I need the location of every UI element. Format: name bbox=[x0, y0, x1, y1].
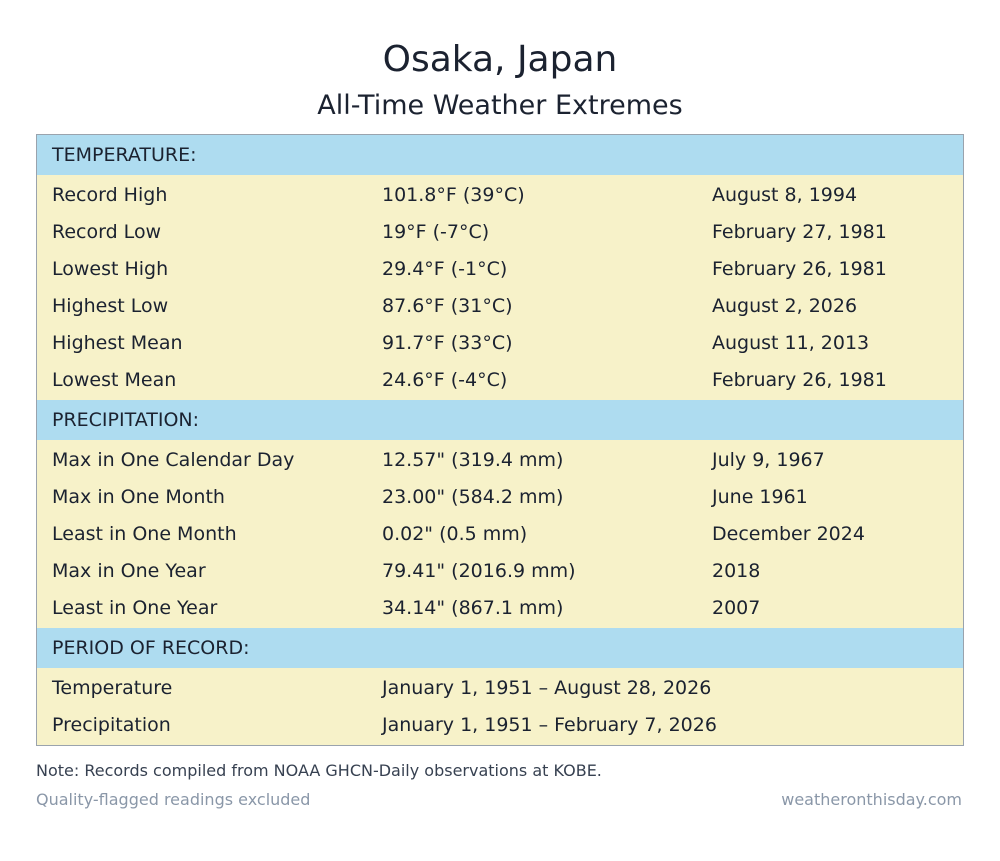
row-label: Lowest Mean bbox=[52, 368, 177, 391]
row-label: Highest Low bbox=[52, 294, 169, 317]
section-temperature bbox=[37, 175, 963, 400]
row-label: Least in One Year bbox=[52, 596, 218, 619]
section-header-temperature: TEMPERATURE: bbox=[37, 135, 963, 175]
row-label: Lowest High bbox=[52, 257, 169, 280]
section-precipitation bbox=[37, 440, 963, 628]
section-period-of-record bbox=[37, 668, 963, 745]
row-value: 101.8°F (39°C) bbox=[382, 183, 525, 206]
row-label: Least in One Month bbox=[52, 522, 237, 545]
row-label: Record High bbox=[52, 183, 168, 206]
table-row bbox=[37, 441, 963, 478]
table-row bbox=[37, 213, 963, 250]
page-title: Osaka, Japan bbox=[382, 39, 618, 80]
row-value: 91.7°F (33°C) bbox=[382, 331, 513, 354]
table-row bbox=[37, 478, 963, 515]
row-date: 2018 bbox=[712, 559, 761, 582]
row-value: 23.00" (584.2 mm) bbox=[382, 485, 564, 508]
row-value: 12.57" (319.4 mm) bbox=[382, 448, 564, 471]
row-date: December 2024 bbox=[712, 522, 865, 545]
row-label: Highest Mean bbox=[52, 331, 183, 354]
table-row bbox=[37, 287, 963, 324]
row-label: Record Low bbox=[52, 220, 162, 243]
table-row bbox=[37, 250, 963, 287]
row-date: July 9, 1967 bbox=[712, 448, 825, 471]
row-date: August 2, 2026 bbox=[712, 294, 858, 317]
table-row bbox=[37, 669, 963, 706]
row-value: 24.6°F (-4°C) bbox=[382, 368, 508, 391]
section-header-period-of-record: PERIOD OF RECORD: bbox=[37, 628, 963, 668]
section-header-precipitation: PRECIPITATION: bbox=[37, 400, 963, 440]
row-date: February 27, 1981 bbox=[712, 220, 887, 243]
table-row bbox=[37, 361, 963, 398]
row-date: 2007 bbox=[712, 596, 761, 619]
row-date: February 26, 1981 bbox=[712, 257, 887, 280]
row-value: 19°F (-7°C) bbox=[382, 220, 490, 243]
row-label: Precipitation bbox=[52, 713, 171, 736]
table-row bbox=[37, 552, 963, 589]
source-note: Note: Records compiled from NOAA GHCN-Daily observations at KOBE. bbox=[36, 761, 602, 780]
row-value: 29.4°F (-1°C) bbox=[382, 257, 508, 280]
quality-note: Quality-flagged readings excluded bbox=[36, 790, 311, 809]
row-value: January 1, 1951 – February 7, 2026 bbox=[382, 713, 717, 736]
row-date: February 26, 1981 bbox=[712, 368, 887, 391]
row-date: August 8, 1994 bbox=[712, 183, 858, 206]
table-row bbox=[37, 176, 963, 213]
table-row bbox=[37, 324, 963, 361]
extremes-table bbox=[36, 134, 964, 746]
row-label: Max in One Year bbox=[52, 559, 206, 582]
row-value: 0.02" (0.5 mm) bbox=[382, 522, 528, 545]
row-label: Max in One Calendar Day bbox=[52, 448, 295, 471]
row-value: 34.14" (867.1 mm) bbox=[382, 596, 564, 619]
row-label: Temperature bbox=[52, 676, 173, 699]
row-date: June 1961 bbox=[712, 485, 808, 508]
row-value: January 1, 1951 – August 28, 2026 bbox=[382, 676, 712, 699]
table-row bbox=[37, 706, 963, 743]
row-value: 87.6°F (31°C) bbox=[382, 294, 513, 317]
row-value: 79.41" (2016.9 mm) bbox=[382, 559, 576, 582]
table-row bbox=[37, 589, 963, 626]
row-label: Max in One Month bbox=[52, 485, 225, 508]
page-subtitle: All-Time Weather Extremes bbox=[317, 90, 683, 121]
site-credit: weatheronthisday.com bbox=[781, 790, 962, 809]
table-row bbox=[37, 515, 963, 552]
row-date: August 11, 2013 bbox=[712, 331, 870, 354]
